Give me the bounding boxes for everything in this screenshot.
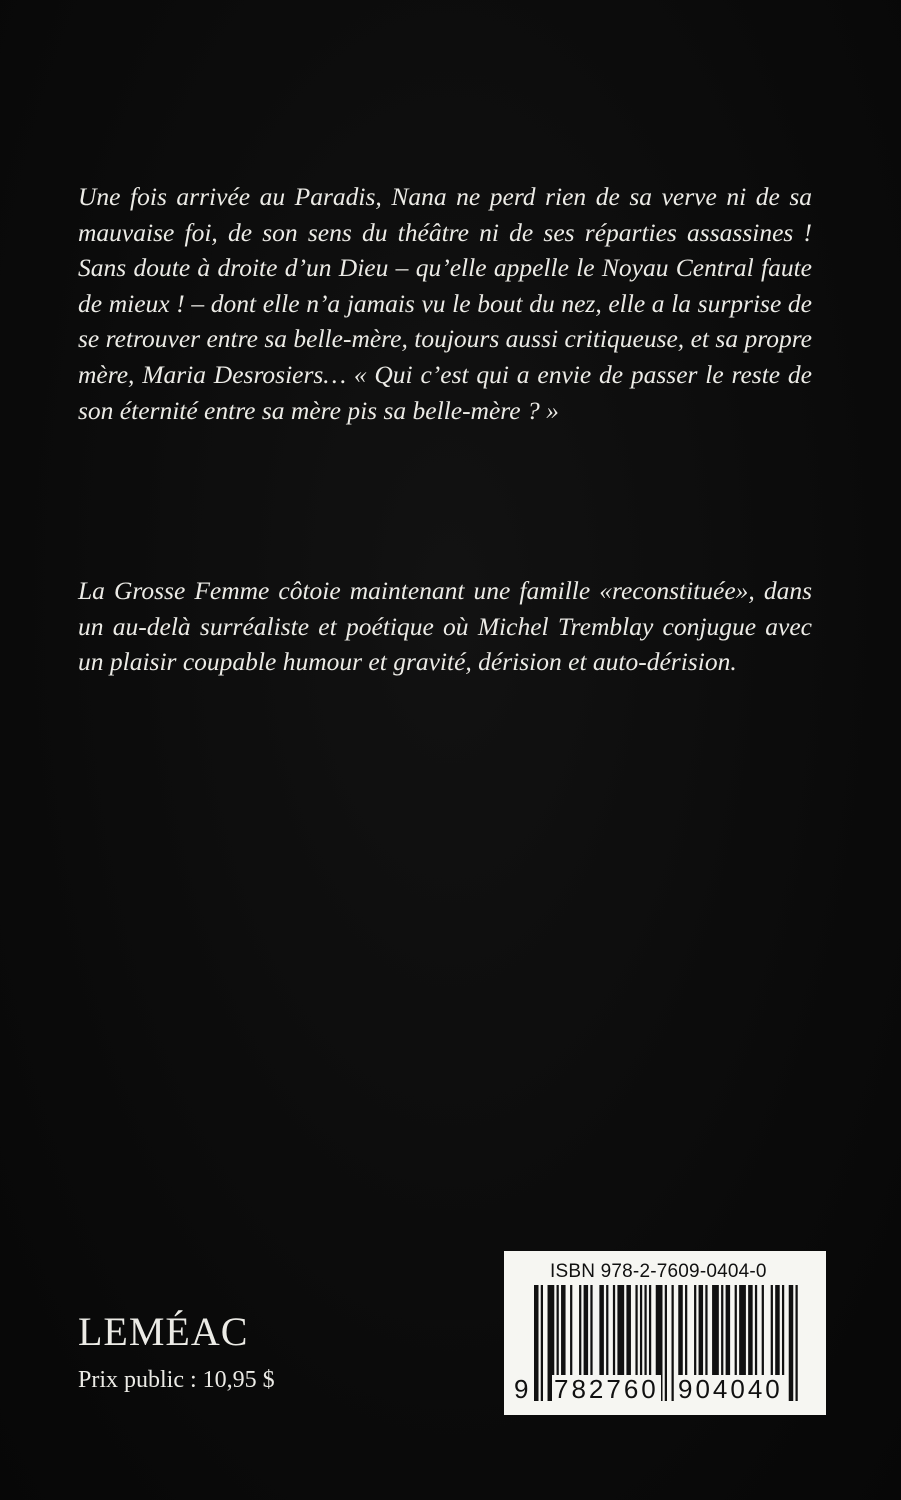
barcode-bar — [665, 1285, 667, 1401]
blurb-paragraph-1: Une fois arrivée au Paradis, Nana ne perd rien de sa verve ni de sa mauvaise foi, de son sens du théâtre ni de ses réparties assassines ! Sans doute à droite d’un Dieu – qu’elle appelle le Noyau Central faute de mieux ! – dont elle n’a jamais vu le bout du nez, elle a la surprise de se retrouver entre sa belle-mère, toujours aussi critiqueuse, et sa propre mère, Maria Desrosiers… « Qui c’est qui a envie de passer le reste de son éternité entre sa mère pis sa belle-mère ? » — [78, 182, 812, 425]
barcode-bar — [672, 1285, 674, 1401]
isbn-number: ISBN 978-2-7609-0404-0 — [550, 1261, 767, 1282]
publisher-name: LEMÉAC — [78, 1309, 249, 1354]
barcode-right-digits: 904040 — [678, 1374, 783, 1404]
barcode-bar — [795, 1285, 797, 1401]
blurb-paragraph-2: La Grosse Femme côtoie maintenant une famille «reconstituée», dans un au-delà surréaliste et poétique où Michel Tremblay conjugue avec un plaisir coupable humour et gravité, dérision et auto-dérision. — [78, 576, 812, 677]
barcode-label — [504, 1251, 826, 1415]
barcode-lead-digit: 9 — [514, 1374, 529, 1404]
barcode-left-digits: 782760 — [554, 1374, 659, 1404]
barcode-bar — [534, 1285, 539, 1401]
barcode-bar — [541, 1285, 543, 1401]
barcode-bar — [789, 1285, 794, 1401]
price-label: Prix public : 10,95 $ — [78, 1367, 275, 1393]
